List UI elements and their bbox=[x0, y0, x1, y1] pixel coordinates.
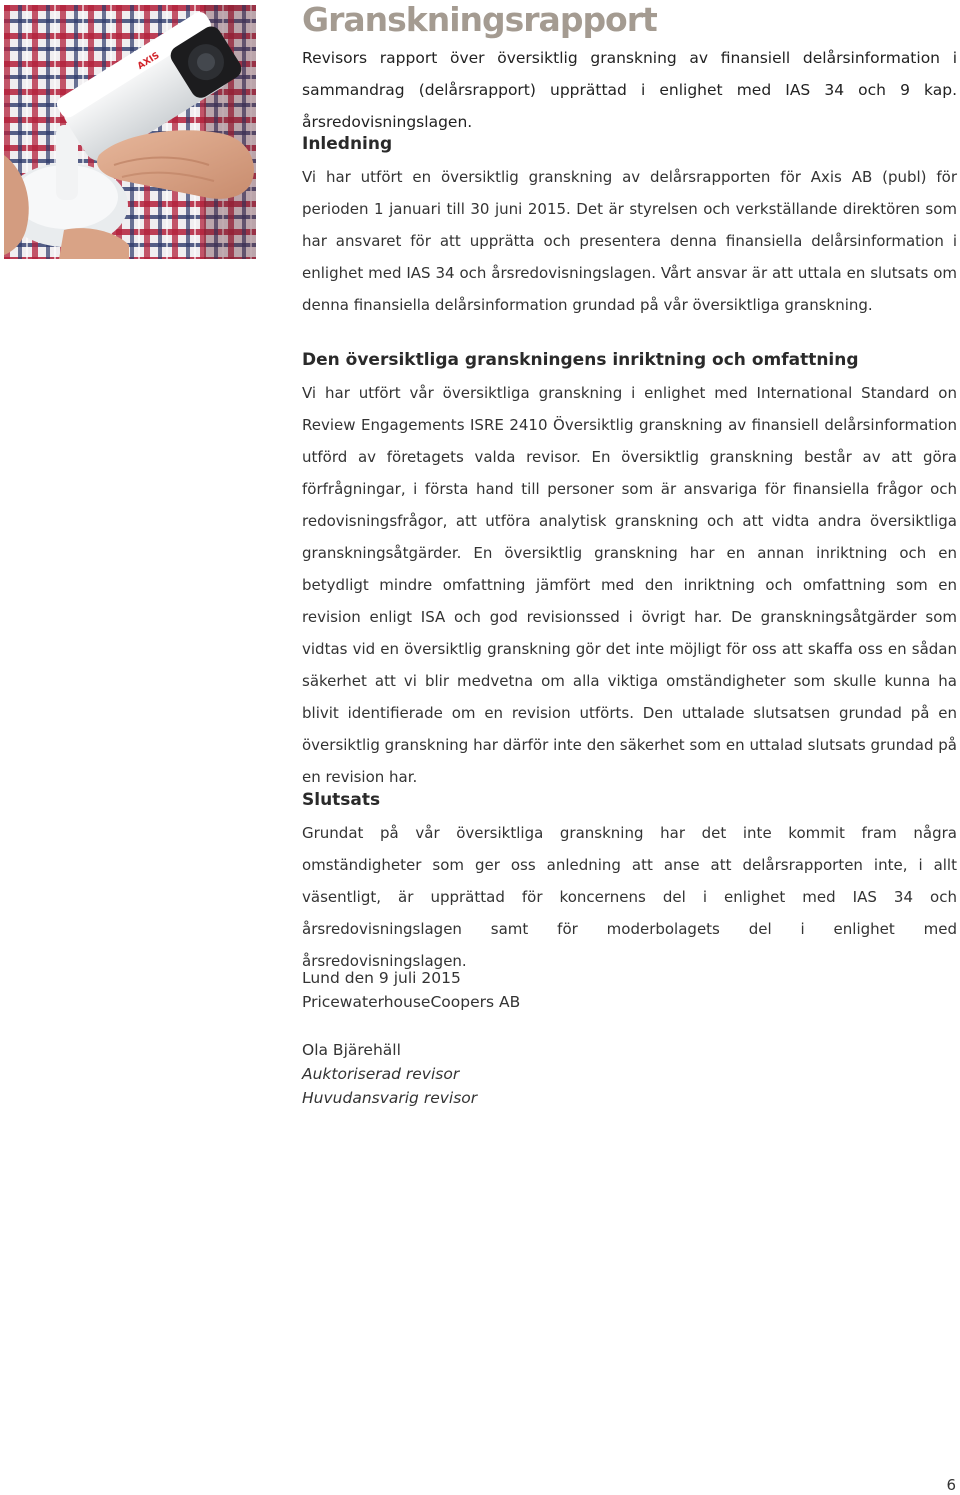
report-subtitle: Revisors rapport över översiktlig granskning av finansiell delårsinformation i sammandrag (delårsrapport) upprättad i enlighet med IAS 34 och 9 kap. årsredovisningslagen. bbox=[302, 49, 957, 131]
page-number: 6 bbox=[946, 1476, 956, 1494]
camera-illustration bbox=[4, 5, 256, 259]
section-heading-inriktning: Den översiktliga granskningens inriktning och omfattning bbox=[302, 350, 859, 370]
signature-role-lead: Huvudansvarig revisor bbox=[302, 1089, 478, 1107]
signature-role-authorized: Auktoriserad revisor bbox=[302, 1065, 460, 1083]
axis-logo: AXIS bbox=[136, 50, 162, 72]
signature-firm: PricewaterhouseCoopers AB bbox=[302, 993, 521, 1011]
section-heading-inledning: Inledning bbox=[302, 134, 393, 154]
security-camera-photo bbox=[4, 5, 256, 259]
section-body-inriktning: Vi har utfört vår översiktliga granskning i enlighet med International Standard on Review Engagements ISRE 2410 Översiktlig granskning av finansiell delårsinformation utförd av företagets valda revisor. En översiktlig granskning består av att göra förfrågningar, i första hand till personer som är ansvariga för finansiella frågor och redovisningsfrågor, att utföra analytisk granskning och att vidta andra översiktliga granskningsåtgärder. En översiktlig granskning har en annan inriktning och en betydligt mindre omfattning jämfört med den inriktning och omfattning som en revision enligt ISA och god revisionssed i övrigt har. De granskningsåtgärder som vidtas vid en översiktlig granskning gör det inte möjligt för oss att skaffa oss en sådan säkerhet att vi blir medvetna om alla viktiga omständigheter som skulle kunna ha blivit identifierade om en revision utförts. Den uttalade slutsatsen grundad på en översiktlig granskning har därför inte den säkerhet som en uttalad slutsats grundad på en revision har. bbox=[302, 384, 957, 786]
page-title: Granskningsrapport bbox=[302, 0, 657, 39]
signature-place-date: Lund den 9 juli 2015 bbox=[302, 969, 461, 987]
signature-name: Ola Bjärehäll bbox=[302, 1041, 401, 1059]
section-body-inledning: Vi har utfört en översiktlig granskning av delårsrapporten för Axis AB (publ) för perioden 1 januari till 30 juni 2015. Det är styrelsen och verkställande direktören som har ansvaret för att upprätta och presentera denna finansiella delårsinformation i enlighet med IAS 34 och årsredovisningslagen. Vårt ansvar är att uttala en slutsats om denna finansiella delårsinformation grundad på vår översiktliga granskning. bbox=[302, 168, 957, 314]
section-body-slutsats: Grundat på vår översiktliga granskning har det inte kommit fram några omständigheter som ger oss anledning att anse att delårsrapporten inte, i allt väsentligt, är upprättad för koncernens del i enlighet med IAS 34 och årsredovisningslagen samt för moderbolagets del i enlighet med årsredovisningslagen. bbox=[302, 824, 957, 970]
section-heading-slutsats: Slutsats bbox=[302, 790, 381, 810]
